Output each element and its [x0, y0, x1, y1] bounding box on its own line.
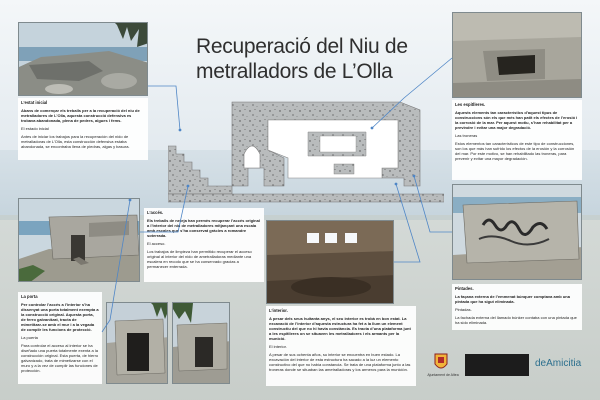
subheading-door-es: La puerta	[21, 334, 38, 340]
sponsor-logos	[425, 350, 590, 382]
text-door-es: Para controlar el acceso al interior se ha diseñado una puerta totalmente exenta a la construcción original. Esta puerta, de hierro galvanizado, trata de mimetizarse con el muro y a la vez de cumplir las funciones de protección.	[21, 342, 99, 373]
subheading-interior-es: El interior.	[269, 343, 287, 349]
text-access-es: Los trabajos de limpieza han permitido recuperar el acceso original al interior del nido de ametralladoras mediante una escalera en recodo que se ha conservado gracias a permanecer enterrada.	[147, 248, 252, 269]
logo-text-ajuntament: Ajuntament de Altea	[427, 373, 459, 377]
text-door-ca: Per controlar l’accés a l’interior s’ha dissenyat una porta totalment exempta a la construcció original. Aquesta porta, de ferro galvanitzat, tracta de mimetitzar-se amb el mur i a la vegada de complir les funcions de protecció.	[21, 301, 99, 332]
text-loopholes-es: Estos elementos tan característicos de este tipo de construcciones, son los que más han sufrido los efectos de la erosión y la corrosión del mar. Por este motivo, se han rehabilitado las troneras, para prevenir y evitar una mayor degradación.	[455, 140, 575, 161]
heading-initial: L’estat inicial	[21, 100, 48, 105]
text-initial-ca: Abans de començar els treballs per a la recuperació del niu de metralladores de L’Olla, aquesta construcció defensiva es trobava abandonada, plena de pedres, algues i fems.	[21, 107, 140, 123]
logo-deamicitia: deAmicitia	[535, 358, 582, 369]
text-graffiti-ca: La façana externa de l’emmenat búnquer comptava amb una pintada que ha sigut eliminada.	[455, 293, 570, 304]
text-initial-es: Antes de iniciar los trabajos para la recuperación del nido de metralladoras de L’Olla, esta construcción defensiva estaba abandonada, se encontraba llena de piedras, algas y basura.	[21, 133, 130, 149]
title-line-1: Recuperació del Niu de	[196, 35, 408, 58]
logo-block-dark	[465, 354, 529, 376]
subheading-access-es: El acceso.	[147, 240, 166, 246]
text-interior-ca: A pesar dels seus huitanta anys, el seu interior es trobà en bon estat. La excavació de l’interior d’aquesta estructura ha fet a la llum un element constructiu del que no hi havia constància. Es tracta d’una plataforma junt a les espitlleres on se situaven les metralladores i els armants per la munició.	[269, 315, 411, 341]
altea-coat-of-arms-icon	[433, 352, 449, 372]
heading-interior: L’interior.	[269, 308, 288, 313]
subheading-initial-es: El estado inicial	[21, 125, 49, 131]
text-graffiti-es: La fachada externa del llamado búnker contaba con una pintada que ha sido eliminada.	[455, 314, 577, 325]
title-line-2: metralladors de L’Olla	[196, 60, 393, 83]
heading-door: La porta	[21, 294, 38, 299]
text-interior-es: A pesar de sus ochenta años, su interior se encuentra en buen estado. La excavación del interior de esta estructura ha sacado a la luz un elemento constructivo del que no había constancia. Se trata de una plataforma junto a las troneras donde se situaban las ametralladoras y los armeros para la munición.	[269, 351, 411, 372]
text-loopholes-ca: Aquests elements tan característics d’aquest tipus de construccions són els que més han patit els efectes de l’erosió i la corrosió de la mar. Per aquest motiu, s’han rehabilitat per a previndre i evitar una major degradació.	[455, 109, 578, 130]
subheading-loopholes-es: Las troneras	[455, 132, 478, 138]
text-access-ca: Els treballs de neteja han permès recuperar l’accés original a l’interior del niu de metralladores mitjançant una escala amb escales que s’ha conservat gràcies a romandre soterrada.	[147, 217, 260, 238]
heading-graffiti: Pintades.	[455, 286, 474, 291]
heading-loopholes: Les espitlleres.	[455, 102, 486, 107]
heading-access: L’accés.	[147, 210, 164, 215]
subheading-graffiti-es: Pintadas.	[455, 306, 472, 312]
